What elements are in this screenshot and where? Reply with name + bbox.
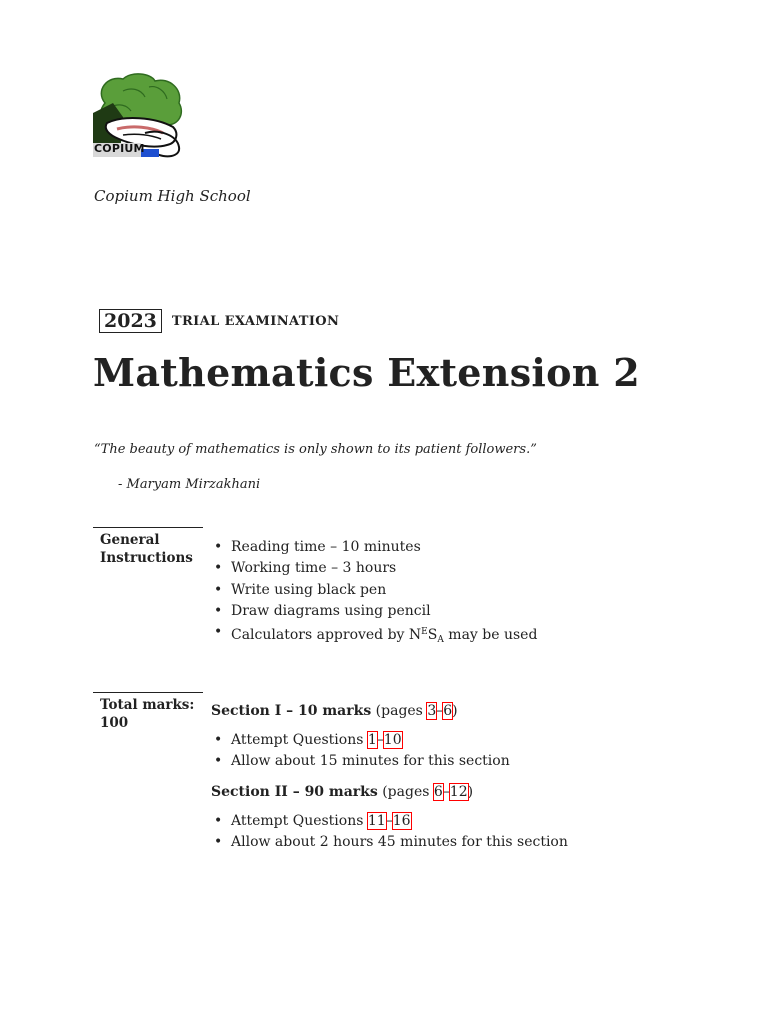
section1-page-to-link[interactable]: 6 xyxy=(443,703,453,719)
section1-attempt-prefix: Attempt Questions xyxy=(231,732,368,748)
section2-attempt-prefix: Attempt Questions xyxy=(231,813,368,829)
section2-list xyxy=(212,811,568,854)
nesa-mid: S xyxy=(427,627,438,644)
section1-allow-item: • Allow about 15 minutes for this section xyxy=(212,751,510,772)
list-item: • Draw diagrams using pencil xyxy=(212,601,537,622)
exam-type-label: TRIAL EXAMINATION xyxy=(171,313,340,329)
general-instructions-label xyxy=(93,527,203,567)
section1-page-from-link[interactable]: 3 xyxy=(427,703,437,719)
section1-pages-suffix: ) xyxy=(452,703,458,719)
section2-title: Section II – 90 marks xyxy=(211,784,378,800)
total-marks-label xyxy=(93,692,203,732)
exam-title: Mathematics Extension 2 xyxy=(93,350,640,395)
section1-title: Section I – 10 marks xyxy=(211,703,372,719)
section2-pages-suffix: ) xyxy=(467,784,474,800)
school-name: Copium High School xyxy=(94,187,251,205)
calculator-item xyxy=(212,622,537,651)
section2-heading xyxy=(211,784,473,800)
nesa-subscript: A xyxy=(437,635,444,646)
exam-year: 2023 xyxy=(99,309,162,333)
section1-heading xyxy=(211,703,458,719)
calculator-prefix: Calculators approved by N xyxy=(231,627,422,644)
section1-attempt-item xyxy=(212,730,510,751)
list-item: • Write using black pen xyxy=(212,580,537,601)
list-item: • Working time – 3 hours xyxy=(212,558,537,579)
total-marks-label-line1: Total marks: xyxy=(100,697,195,713)
quote-author: - Maryam Mirzakhani xyxy=(118,477,261,492)
section2-pages-sep: – xyxy=(442,784,450,800)
section2-attempt-item xyxy=(212,811,568,832)
section2-page-to-link[interactable]: 12 xyxy=(449,784,468,800)
general-instructions-label-line2: Instructions xyxy=(100,550,193,566)
section2-question-sep: – xyxy=(385,813,393,829)
calculator-suffix: may be used xyxy=(443,627,538,644)
section1-question-sep: – xyxy=(376,732,384,748)
section1-list xyxy=(212,730,510,773)
section1-pages-sep: – xyxy=(436,703,444,719)
section1-question-to-link[interactable]: 10 xyxy=(383,732,402,748)
section1-pages-prefix: (pages xyxy=(371,703,428,719)
section2-allow-item: • Allow about 2 hours 45 minutes for this section xyxy=(212,832,568,853)
section1-question-from-link[interactable]: 1 xyxy=(367,732,377,748)
school-logo xyxy=(93,73,185,159)
general-instructions-label-line1: General xyxy=(100,532,160,548)
section2-question-from-link[interactable]: 11 xyxy=(367,813,386,829)
total-marks-value: 100 xyxy=(100,715,129,731)
nesa-superscript: E xyxy=(421,627,428,638)
section2-question-to-link[interactable]: 16 xyxy=(392,813,411,829)
quote-text: “The beauty of mathematics is only shown to its patient followers.” xyxy=(94,442,537,457)
list-item: • Reading time – 10 minutes xyxy=(212,537,537,558)
exam-header xyxy=(99,309,339,333)
section2-pages-prefix: (pages xyxy=(377,784,434,800)
logo-text: COPIUM xyxy=(94,142,145,155)
general-instructions-list xyxy=(212,537,537,651)
section2-page-from-link[interactable]: 6 xyxy=(433,784,443,800)
